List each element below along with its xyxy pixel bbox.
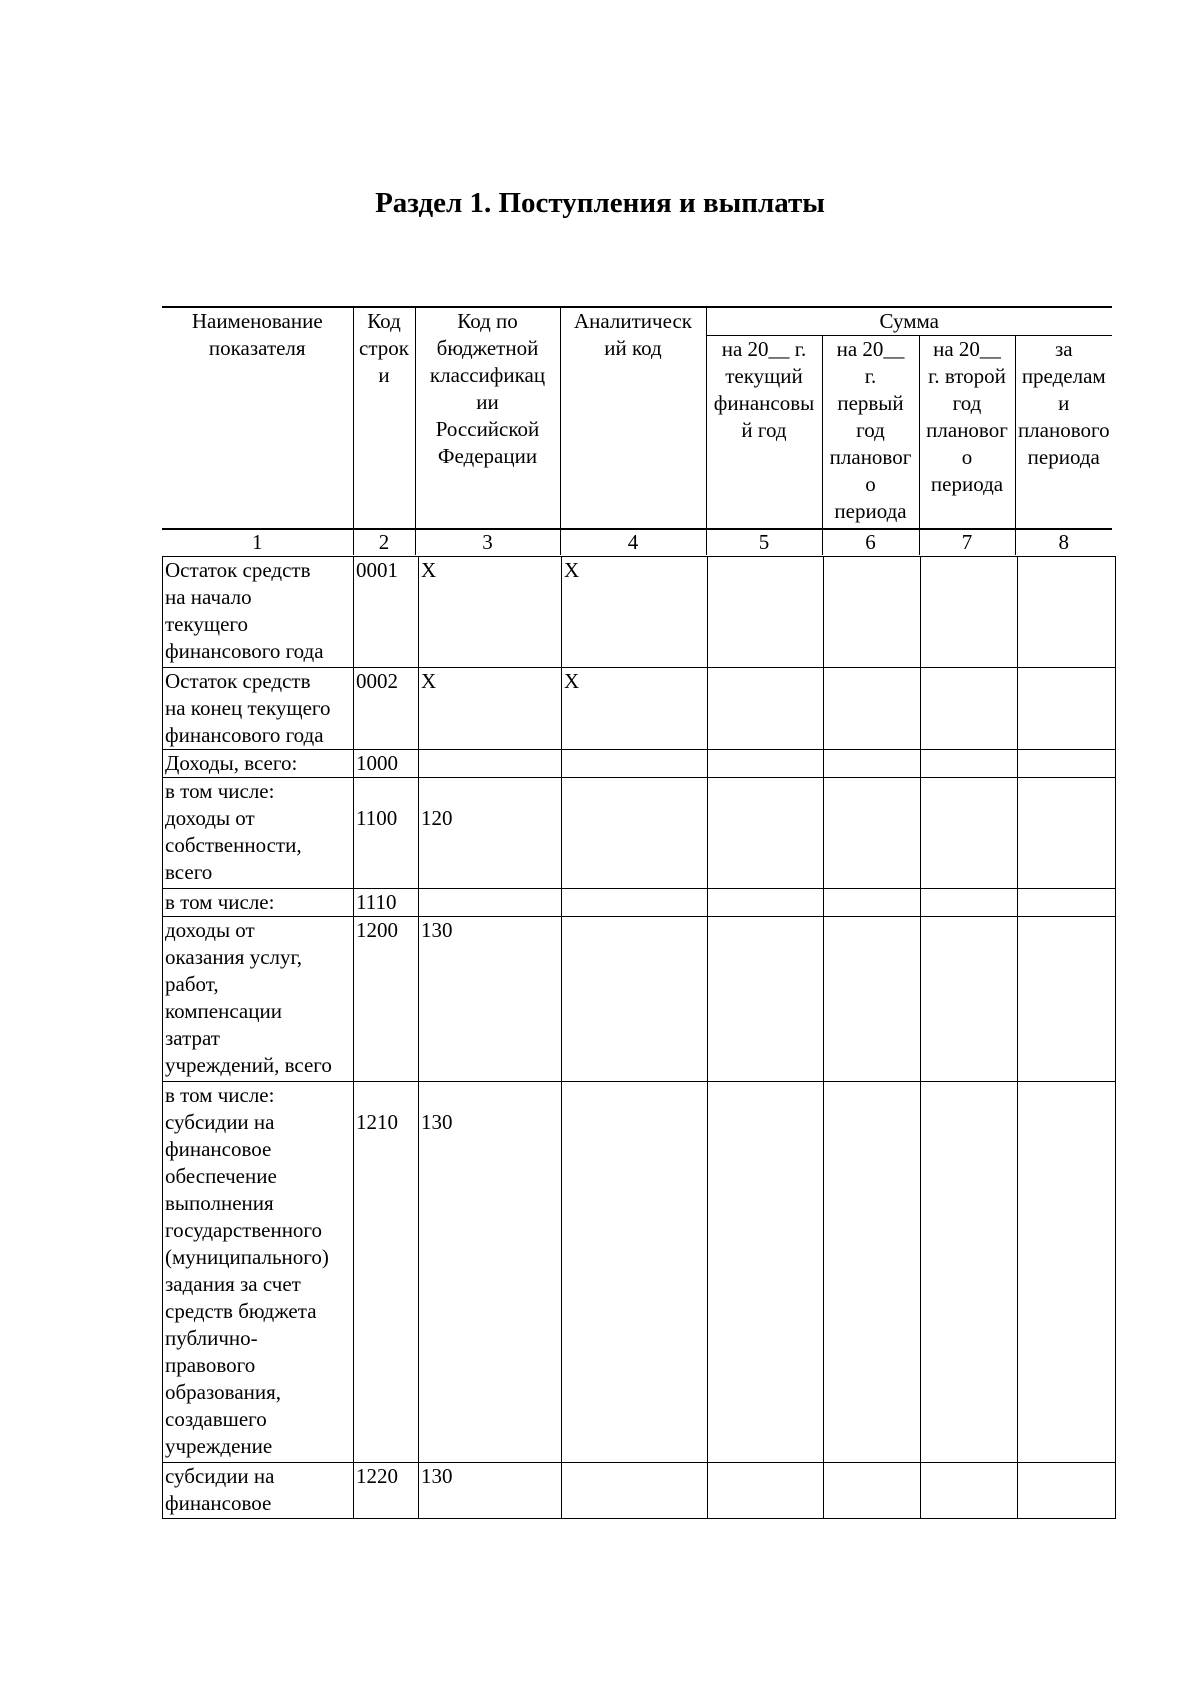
row-name: субсидии на финансовое: [163, 1463, 354, 1519]
row-code: 0002: [354, 668, 419, 750]
row-analytic-code: [562, 889, 708, 917]
income-table: [162, 556, 1116, 1519]
row-name: в том числе: субсидии на финансовое обеспечение выполнения государственного (муниципального) задания за счет средств бюджета публично- правового образования, создавшего учреждение: [163, 1082, 354, 1463]
row-code: 1210: [354, 1082, 419, 1463]
row-analytic-code: [562, 1463, 708, 1519]
value-cell: [708, 778, 824, 889]
value-cell: [708, 889, 824, 917]
table-row: [163, 778, 1116, 889]
value-cell: [824, 557, 921, 668]
table-row: [163, 1082, 1116, 1463]
row-budget-code: X: [419, 557, 562, 668]
row-budget-code: X: [419, 668, 562, 750]
header-beyond-plan-period: за пределам и планового периода: [1015, 336, 1112, 529]
row-budget-code: [419, 889, 562, 917]
column-number: 3: [415, 529, 560, 555]
value-cell: [824, 668, 921, 750]
value-cell: [824, 889, 921, 917]
value-cell: [1018, 1082, 1116, 1463]
header-row-code: Код строк и: [353, 307, 415, 529]
value-cell: [921, 750, 1018, 778]
page-title: Раздел 1. Поступления и выплаты: [375, 187, 825, 219]
header-current-year: на 20__ г. текущий финансовы й год: [706, 336, 822, 529]
value-cell: [1018, 917, 1116, 1082]
row-analytic-code: X: [562, 668, 708, 750]
column-number: 1: [162, 529, 353, 555]
header-second-plan-year: на 20__ г. второй год плановог о периода: [919, 336, 1015, 529]
header-analytic-code: Аналитическ ий код: [560, 307, 706, 529]
value-cell: [708, 1082, 824, 1463]
row-analytic-code: [562, 917, 708, 1082]
value-cell: [824, 750, 921, 778]
value-cell: [824, 1463, 921, 1519]
value-cell: [708, 750, 824, 778]
table-row: [163, 917, 1116, 1082]
value-cell: [921, 668, 1018, 750]
value-cell: [921, 889, 1018, 917]
row-name: Доходы, всего:: [163, 750, 354, 778]
row-budget-code: 130: [419, 1463, 562, 1519]
value-cell: [824, 778, 921, 889]
value-cell: [708, 917, 824, 1082]
row-analytic-code: [562, 1082, 708, 1463]
column-number: 6: [822, 529, 919, 555]
value-cell: [921, 1463, 1018, 1519]
row-budget-code: 130: [419, 1082, 562, 1463]
table-row: [163, 557, 1116, 668]
header-sum: Сумма: [706, 307, 1112, 336]
row-code: 1000: [354, 750, 419, 778]
row-analytic-code: [562, 778, 708, 889]
table-row: [163, 1463, 1116, 1519]
value-cell: [921, 1082, 1018, 1463]
table-header: [162, 306, 1112, 555]
row-budget-code: 130: [419, 917, 562, 1082]
value-cell: [1018, 557, 1116, 668]
table-row: [163, 889, 1116, 917]
value-cell: [1018, 889, 1116, 917]
value-cell: [1018, 750, 1116, 778]
value-cell: [1018, 668, 1116, 750]
row-code: 0001: [354, 557, 419, 668]
value-cell: [1018, 1463, 1116, 1519]
value-cell: [1018, 778, 1116, 889]
row-code: 1110: [354, 889, 419, 917]
row-budget-code: 120: [419, 778, 562, 889]
column-number: 5: [706, 529, 822, 555]
value-cell: [921, 557, 1018, 668]
column-number: 2: [353, 529, 415, 555]
value-cell: [708, 557, 824, 668]
column-number: 7: [919, 529, 1015, 555]
table-row: [163, 668, 1116, 750]
value-cell: [824, 917, 921, 1082]
row-code: 1200: [354, 917, 419, 1082]
row-name: Остаток средств на конец текущего финансового года: [163, 668, 354, 750]
value-cell: [921, 778, 1018, 889]
row-name: в том числе:: [163, 889, 354, 917]
row-name: доходы от оказания услуг, работ, компенсации затрат учреждений, всего: [163, 917, 354, 1082]
row-analytic-code: [562, 750, 708, 778]
value-cell: [708, 1463, 824, 1519]
column-number: 8: [1015, 529, 1112, 555]
row-code: 1100: [354, 778, 419, 889]
column-number: 4: [560, 529, 706, 555]
value-cell: [824, 1082, 921, 1463]
value-cell: [708, 668, 824, 750]
row-name: Остаток средств на начало текущего финансового года: [163, 557, 354, 668]
row-analytic-code: X: [562, 557, 708, 668]
row-budget-code: [419, 750, 562, 778]
header-budget-classification-code: Код по бюджетной классификац ии Российской Федерации: [415, 307, 560, 529]
table-row: [163, 750, 1116, 778]
header-indicator-name: Наименование показателя: [162, 307, 353, 529]
header-first-plan-year: на 20__ г. первый год плановог о периода: [822, 336, 919, 529]
row-code: 1220: [354, 1463, 419, 1519]
row-name: в том числе: доходы от собственности, всего: [163, 778, 354, 889]
value-cell: [921, 917, 1018, 1082]
